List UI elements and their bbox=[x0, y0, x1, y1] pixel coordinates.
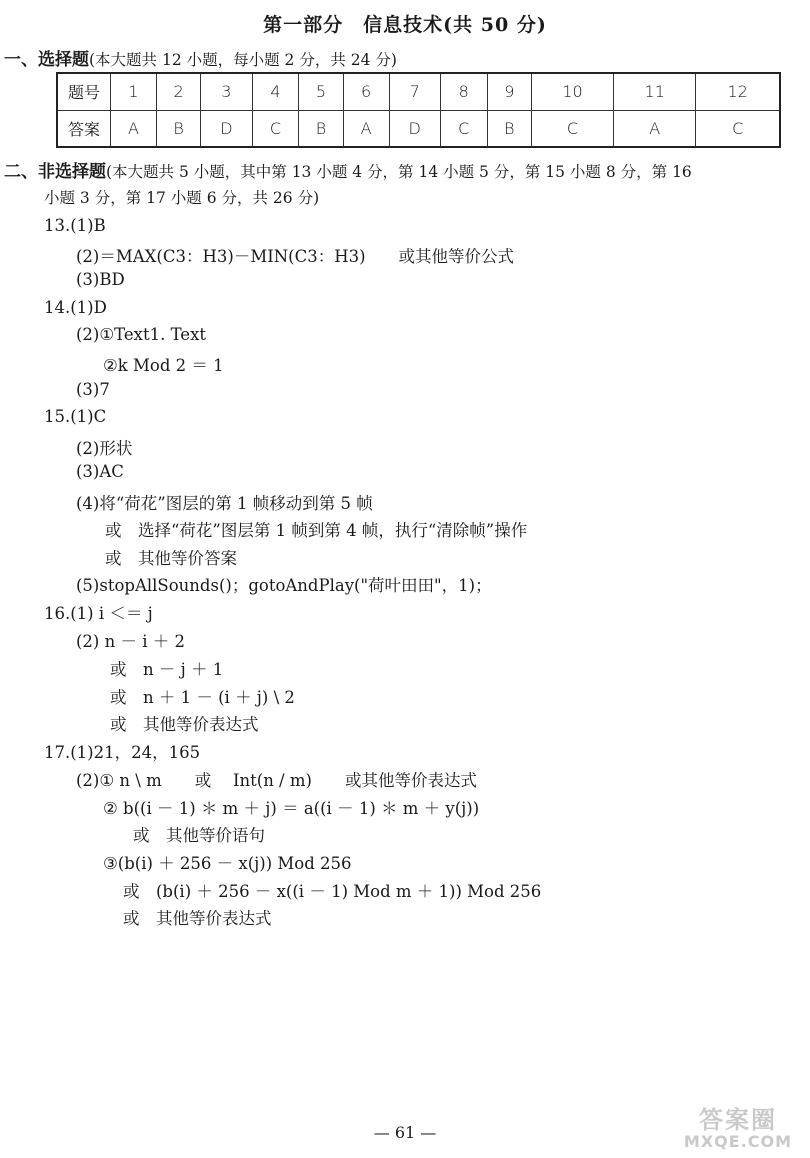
answer-line: 14.(1)D bbox=[44, 298, 107, 317]
section-2-header bbox=[4, 157, 692, 182]
answer-cell: C bbox=[440, 110, 487, 147]
answer-line: 或 其他等价表达式 bbox=[123, 909, 272, 928]
answer-line: 17.(1)21，24，165 bbox=[44, 743, 201, 762]
answer-cell: B bbox=[299, 110, 343, 147]
answer-line: (2)①Text1. Text bbox=[76, 325, 207, 344]
answer-line: 15.(1)C bbox=[44, 407, 107, 426]
answer-line: ③(b(i) ＋ 256 － x(j)) Mod 256 bbox=[103, 854, 352, 873]
answer-line: (4)将“荷花”图层的第 1 帧移动到第 5 帧 bbox=[76, 494, 373, 513]
answer-cell: D bbox=[201, 110, 252, 147]
answer-line: 16.(1) i ＜＝ j bbox=[44, 604, 153, 623]
answer-cell: C bbox=[531, 110, 613, 147]
section-1-note: (本大题共 12 小题，每小题 2 分，共 24 分) bbox=[89, 51, 397, 69]
watermark bbox=[676, 1108, 800, 1152]
question-number-cell: 3 bbox=[201, 73, 252, 110]
answer-cell: B bbox=[487, 110, 531, 147]
row-header-number: 题号 bbox=[57, 73, 111, 110]
answer-line: (2)形状 bbox=[76, 439, 133, 458]
answer-line: (2)① n \ m 或 Int(n / m) 或其他等价表达式 bbox=[76, 771, 477, 790]
answer-line: ② b((i － 1) ＊ m ＋ j) ＝ a((i － 1) ＊ m ＋ y(j)) bbox=[103, 799, 480, 818]
question-number-cell: 2 bbox=[157, 73, 201, 110]
answer-line: 或 n － j ＋ 1 bbox=[110, 660, 224, 679]
answer-line: 或 其他等价答案 bbox=[105, 549, 237, 568]
answer-line: 或 (b(i) ＋ 256 － x((i － 1) Mod m ＋ 1)) Mod 256 bbox=[123, 882, 542, 901]
question-number-cell: 8 bbox=[440, 73, 487, 110]
answer-table-answer-row bbox=[57, 110, 780, 147]
answer-line: (3)AC bbox=[76, 462, 124, 481]
answer-line: 或 其他等价表达式 bbox=[110, 715, 259, 734]
answer-line: (5)stopAllSounds()；gotoAndPlay("荷叶田田"，1)； bbox=[76, 576, 492, 595]
answer-cell: B bbox=[157, 110, 201, 147]
answer-cell: C bbox=[696, 110, 780, 147]
page-title: 第一部分 信息技术(共 50 分) bbox=[263, 14, 547, 36]
section-2-heading: 二、非选择题 bbox=[4, 162, 106, 182]
question-number-cell: 4 bbox=[252, 73, 299, 110]
answer-line: 或 选择“荷花”图层第 1 帧到第 4 帧，执行“清除帧”操作 bbox=[105, 521, 528, 540]
answer-line: 或 其他等价语句 bbox=[133, 826, 265, 845]
question-number-cell: 5 bbox=[299, 73, 343, 110]
answer-line: (3)BD bbox=[76, 270, 125, 289]
question-number-cell: 10 bbox=[531, 73, 613, 110]
section-1-header bbox=[4, 45, 397, 70]
answer-table bbox=[56, 72, 781, 148]
answer-cell: C bbox=[252, 110, 299, 147]
answer-line: (2)＝MAX(C3：H3)－MIN(C3：H3) 或其他等价公式 bbox=[76, 247, 515, 266]
question-number-cell: 7 bbox=[389, 73, 440, 110]
section-2-note-line-1: (本大题共 5 小题，其中第 13 小题 4 分，第 14 小题 5 分，第 15 小题 8 分，第 16 bbox=[106, 163, 692, 181]
question-number-cell: 1 bbox=[111, 73, 157, 110]
answer-line: (2) n － i ＋ 2 bbox=[76, 632, 185, 651]
answer-cell: A bbox=[111, 110, 157, 147]
section-1-heading: 一、选择题 bbox=[4, 50, 89, 70]
answer-line: ②k Mod 2 ＝ 1 bbox=[103, 356, 224, 375]
watermark-logo: 答案圈 bbox=[699, 1106, 777, 1134]
answer-cell: D bbox=[389, 110, 440, 147]
answer-cell: A bbox=[343, 110, 389, 147]
answer-table-number-row bbox=[57, 73, 780, 110]
page-number: — 61 — bbox=[373, 1123, 437, 1142]
question-number-cell: 9 bbox=[487, 73, 531, 110]
answer-cell: A bbox=[614, 110, 696, 147]
watermark-url: MXQE.COM bbox=[683, 1132, 793, 1151]
row-header-answer: 答案 bbox=[57, 110, 111, 147]
section-2-note-line-2: 小题 3 分，第 17 小题 6 分，共 26 分) bbox=[44, 189, 320, 207]
question-number-cell: 6 bbox=[343, 73, 389, 110]
answer-line: (3)7 bbox=[76, 380, 110, 399]
answer-line: 13.(1)B bbox=[44, 216, 106, 235]
question-number-cell: 12 bbox=[696, 73, 780, 110]
question-number-cell: 11 bbox=[614, 73, 696, 110]
answer-line: 或 n ＋ 1 － (i ＋ j) \ 2 bbox=[110, 688, 295, 707]
